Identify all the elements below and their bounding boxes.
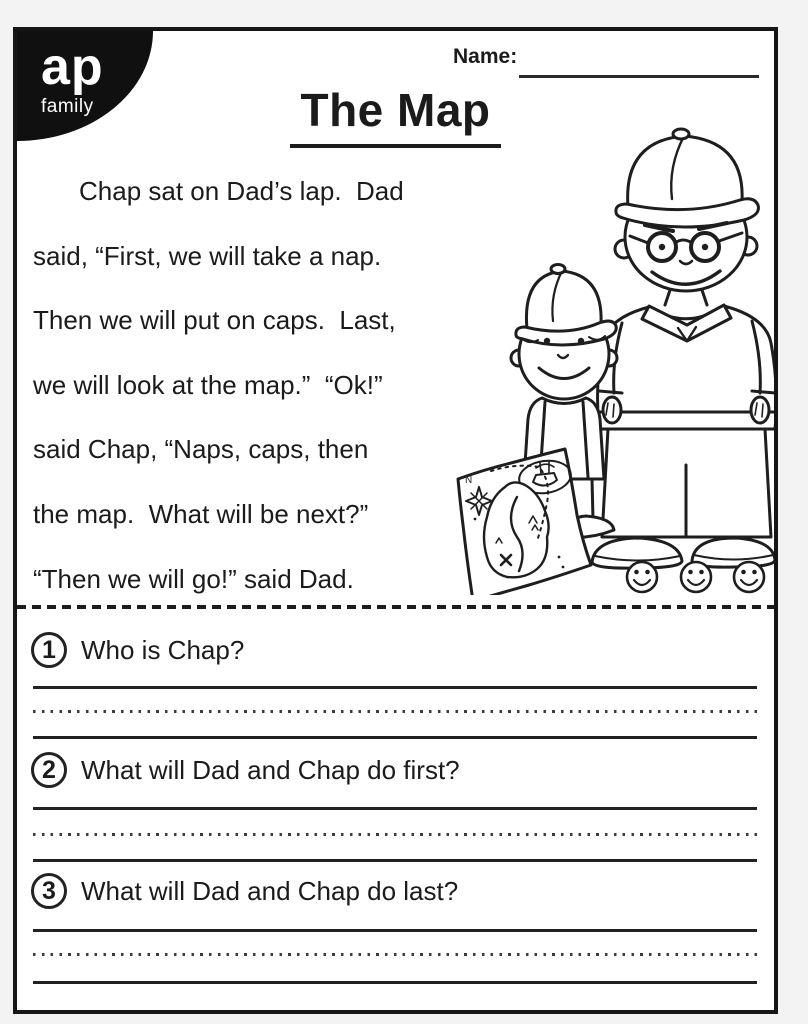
treasure-map bbox=[458, 449, 591, 595]
question-number: 1 bbox=[31, 632, 67, 668]
question-text: Who is Chap? bbox=[81, 634, 245, 665]
passage-line: “Then we will go!” said Dad. bbox=[33, 563, 354, 594]
answer-line-dotted[interactable] bbox=[33, 710, 757, 713]
page-title: The Map bbox=[290, 83, 500, 148]
question-2 bbox=[31, 752, 460, 788]
dashed-divider bbox=[17, 605, 774, 609]
badge-word-family-label: ap bbox=[41, 38, 104, 96]
question-text: What will Dad and Chap do last? bbox=[81, 875, 459, 906]
answer-line-solid[interactable] bbox=[33, 859, 757, 862]
passage-line: Chap sat on Dad’s lap. Dad bbox=[79, 176, 404, 206]
answer-line-solid[interactable] bbox=[33, 929, 757, 932]
passage-line: the map. What will be next?” bbox=[33, 498, 369, 529]
answer-line-solid[interactable] bbox=[33, 981, 757, 984]
smiley-icon bbox=[627, 562, 657, 592]
question-text: What will Dad and Chap do first? bbox=[81, 754, 460, 785]
name-input-line[interactable] bbox=[519, 75, 759, 78]
passage-line: said Chap, “Naps, caps, then bbox=[33, 434, 369, 465]
smiley-icon bbox=[681, 562, 711, 592]
answer-line-solid[interactable] bbox=[33, 686, 757, 689]
passage-line: said, “First, we will take a nap. bbox=[33, 240, 382, 271]
dad-figure bbox=[592, 129, 776, 568]
worksheet-page bbox=[13, 27, 778, 1014]
question-number: 2 bbox=[31, 752, 67, 788]
question-3 bbox=[31, 873, 458, 909]
compass-north-label: N bbox=[465, 475, 473, 486]
question-1 bbox=[31, 632, 244, 668]
answer-line-solid[interactable] bbox=[33, 807, 757, 810]
answer-line-solid[interactable] bbox=[33, 736, 757, 739]
answer-line-dotted[interactable] bbox=[33, 953, 757, 956]
reading-passage bbox=[33, 159, 503, 611]
illustration-dad-chap-map bbox=[441, 125, 777, 595]
smiley-icon bbox=[734, 562, 764, 592]
name-label: Name: bbox=[453, 45, 518, 68]
answer-line-dotted[interactable] bbox=[33, 833, 757, 836]
question-number: 3 bbox=[31, 873, 67, 909]
passage-line: we will look at the map.” “Ok!” bbox=[33, 369, 383, 400]
badge-family-label: family bbox=[41, 96, 94, 117]
passage-line: Then we will put on caps. Last, bbox=[33, 305, 396, 336]
